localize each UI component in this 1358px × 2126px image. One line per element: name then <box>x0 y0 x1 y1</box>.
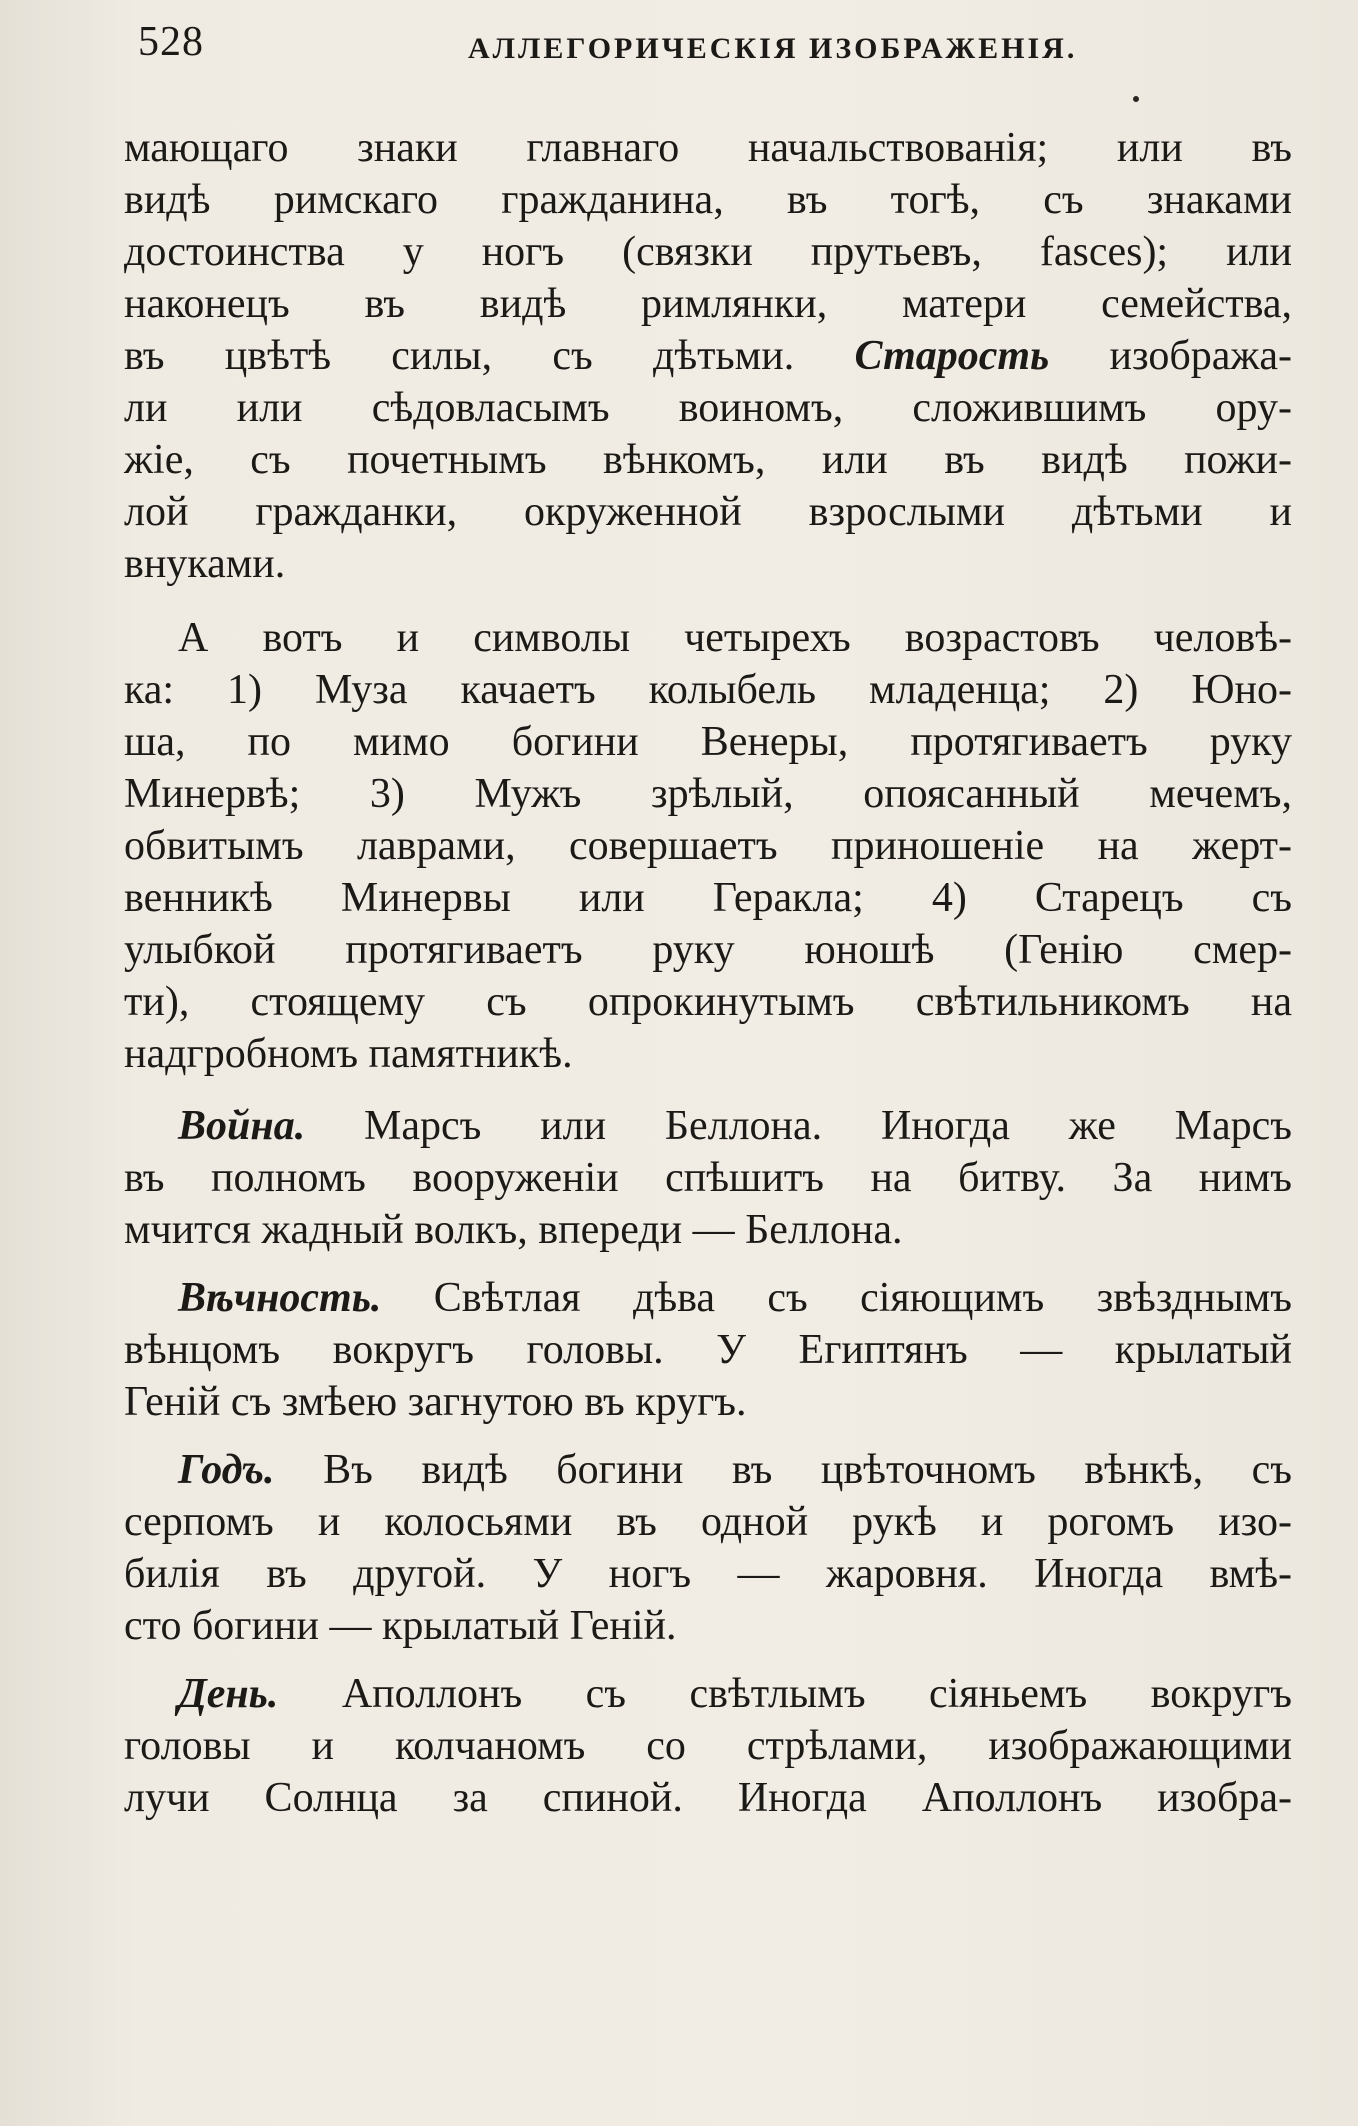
text-line: ти), стоящему съ опрокинутымъ свѣтильникомъ на <box>124 979 1292 1025</box>
text-run: Марсъ или Беллона. Иногда же Марсъ <box>305 1103 1292 1149</box>
text-line <box>124 1668 1292 1720</box>
text-line: надгробномъ памятникѣ. <box>124 1031 573 1077</box>
text-line: Геній съ змѣею загнутою въ кругъ. <box>124 1379 747 1425</box>
text-line: видѣ римскаго гражданина, въ тогѣ, съ знаками <box>124 177 1292 223</box>
text-line: обвитымъ лаврами, совершаетъ приношеніе на жерт- <box>124 823 1292 869</box>
text-line: вѣнцомъ вокругъ головы. У Египтянъ — крылатый <box>124 1327 1292 1373</box>
text-run: Свѣтлая дѣва съ сіяющимъ звѣзднымъ <box>381 1275 1292 1321</box>
paragraph-eternity <box>124 1272 1292 1428</box>
text-line <box>124 1100 1292 1152</box>
ink-speck <box>1133 96 1139 102</box>
paragraph-war <box>124 1100 1292 1256</box>
text-line: сто богини — крылатый Геній. <box>124 1603 677 1649</box>
text-line: лучи Солнца за спиной. Иногда Аполлонъ изобра- <box>124 1775 1292 1821</box>
text-run: Въ видѣ богини въ цвѣточномъ вѣнкѣ, съ <box>274 1447 1292 1493</box>
text-line <box>124 1272 1292 1324</box>
term-day: День. <box>178 1671 279 1717</box>
text-line: серпомъ и колосьями въ одной рукѣ и рогомъ изо- <box>124 1499 1292 1545</box>
text-line: улыбкой протягиваетъ руку юношѣ (Генію смер- <box>124 927 1292 973</box>
text-line: лой гражданки, окруженной взрослыми дѣтьми и <box>124 489 1292 535</box>
text-line: А вотъ и символы четырехъ возрастовъ человѣ- <box>178 615 1292 661</box>
text-line: достоинства у ногъ (связки прутьевъ, fasces); или <box>124 229 1292 275</box>
text-line: венникѣ Минервы или Геракла; 4) Старецъ съ <box>124 875 1292 921</box>
text-line <box>124 330 1292 382</box>
term-war: Война. <box>178 1103 306 1149</box>
running-head <box>138 18 1298 68</box>
text-run: въ цвѣтѣ силы, съ дѣтьми. <box>124 333 855 379</box>
paragraph-year <box>124 1444 1292 1652</box>
text-line: мающаго знаки главнаго начальствованія; или въ <box>124 125 1292 171</box>
text-line: Минервѣ; 3) Мужъ зрѣлый, опоясанный мечемъ, <box>124 771 1292 817</box>
text-line: наконецъ въ видѣ римлянки, матери семейства, <box>124 281 1292 327</box>
text-line: ша, по мимо богини Венеры, протягиваетъ руку <box>124 719 1292 765</box>
body-text <box>124 122 1292 1824</box>
paragraph-day <box>124 1668 1292 1824</box>
text-line: жіе, съ почетнымъ вѣнкомъ, или въ видѣ пожи- <box>124 437 1292 483</box>
text-line: головы и колчаномъ со стрѣлами, изображающими <box>124 1723 1292 1769</box>
text-line: въ полномъ вооруженіи спѣшитъ на битву. За нимъ <box>124 1155 1292 1201</box>
text-run: Аполлонъ съ свѣтлымъ сіяньемъ вокругъ <box>278 1671 1292 1717</box>
text-line: ка: 1) Муза качаетъ колыбель младенца; 2) Юно- <box>124 667 1292 713</box>
term-eternity: Вѣчность. <box>178 1275 382 1321</box>
text-line: внуками. <box>124 541 286 587</box>
term-old-age: Старость <box>854 333 1050 379</box>
text-line: ли или сѣдовласымъ воиномъ, сложившимъ ору- <box>124 385 1292 431</box>
paragraph-youth-old-age <box>124 122 1292 590</box>
paragraph-four-ages <box>124 612 1292 1080</box>
running-title: АЛЛЕГОРИЧЕСКІЯ ИЗОБРАЖЕНІЯ. <box>468 32 1078 65</box>
page-number: 528 <box>138 19 204 65</box>
text-line: мчится жадный волкъ, впереди — Беллона. <box>124 1207 903 1253</box>
text-line: билія въ другой. У ногъ — жаровня. Иногда вмѣ- <box>124 1551 1292 1597</box>
text-run: изобража- <box>1049 333 1293 379</box>
term-year: Годъ. <box>178 1447 275 1493</box>
text-line <box>124 1444 1292 1496</box>
